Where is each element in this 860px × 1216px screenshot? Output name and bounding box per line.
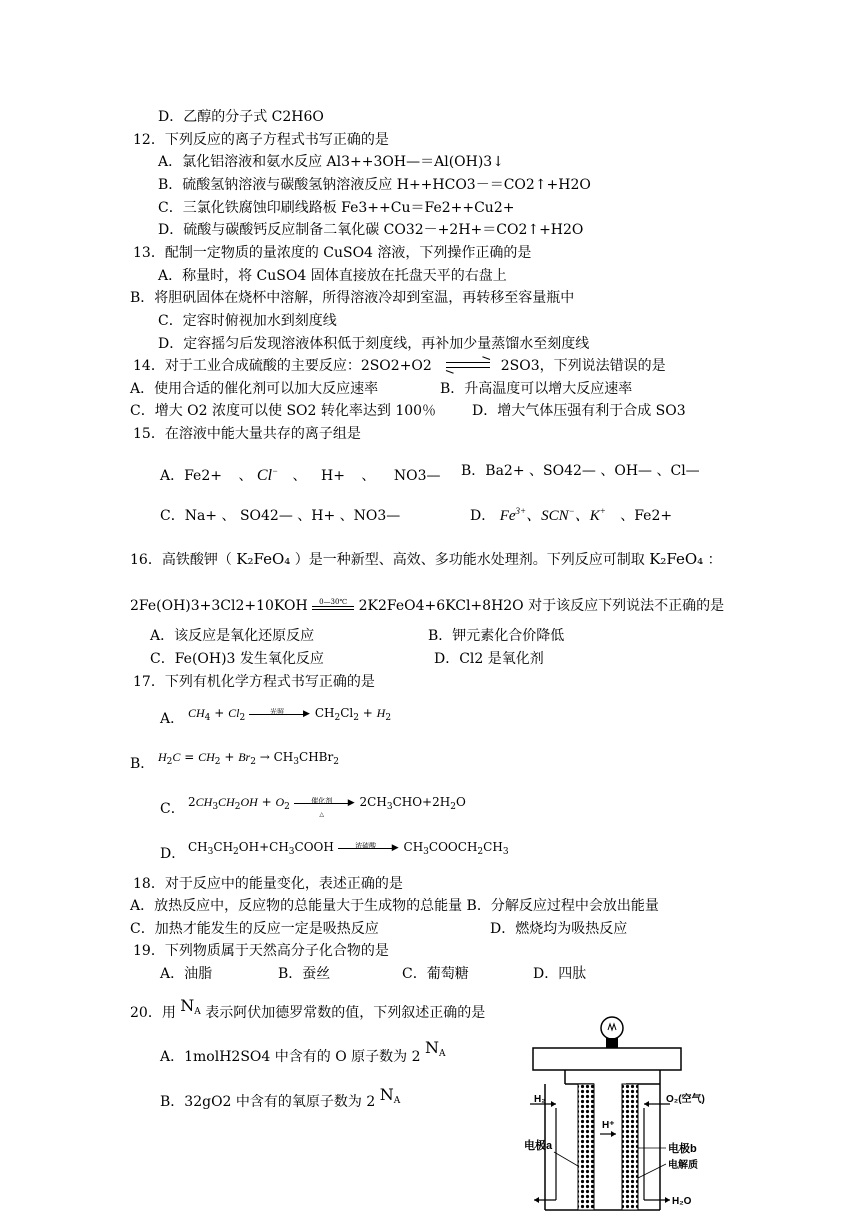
q15-option-b: B．Ba2+ 、SO42— 、OH— 、Cl—: [461, 463, 700, 479]
q13-option-b: B．将胆矾固体在烧杯中溶解，所得溶液冷却到室温，再转移至容量瓶中: [130, 290, 575, 306]
q15a-cl: Cl−: [256, 466, 279, 484]
q20-option-b: B．32gO2 中含有的氧原子数为 2 $N_A$: [160, 1085, 401, 1110]
q13-option-a: A．称量时，将 CuSO4 固体直接放在托盘天平的右盘上: [158, 268, 507, 284]
q18-option-d: D．燃烧均为吸热反应: [490, 921, 628, 937]
q13-option-c: C．定容时俯视加水到刻度线: [158, 313, 337, 329]
q15-option-d: D． $Fe^{3+}$、SCN−、K+ 、Fe2+: [470, 506, 673, 524]
q13-stem: 13．配制一定物质的量浓度的 CuSO4 溶液，下列操作正确的是: [133, 245, 532, 261]
q20-stem: 20．用 $N_A$ 表示阿伏加德罗常数的值，下列叙述正确的是: [130, 996, 486, 1021]
q15-stem: 15．在溶液中能大量共存的离子组是: [133, 426, 361, 442]
q15a-ion3: H+: [321, 468, 345, 484]
q17-option-d-label: D．: [160, 846, 186, 862]
electrode-a: [578, 1084, 594, 1210]
q15a-ion4: NO3—: [393, 468, 441, 484]
reaction-condition-equals: 0—30℃: [312, 599, 354, 613]
reaction-arrow-icon: 光照 ▶: [249, 707, 311, 721]
q19-option-a: A．油脂: [160, 966, 213, 982]
q16-stem: 16．高铁酸钾（ K₂FeO₄ ）是一种新型、高效、多功能水处理剂。下列反应可制取 K₂FeO₄ ：: [130, 550, 722, 568]
q15-option-a: A．Fe2+ 、 Cl− 、 H+ 、 NO3—: [160, 466, 441, 484]
q17-option-a-equation: $CH_4 + Cl_2$ 光照 ▶ $CH_2Cl_2 + H_2$: [188, 706, 392, 723]
q16-option-c: C．Fe(OH)3 发生氧化反应: [150, 651, 324, 667]
q14-stem: [133, 357, 666, 375]
wire-frame: [533, 1048, 681, 1070]
q15a-ion1: A．Fe2+: [160, 468, 222, 484]
q19-stem: 19．下列物质属于天然高分子化合物的是: [133, 943, 389, 959]
h2o-label: H₂O: [672, 1196, 692, 1207]
electrode-a-label: 电极a: [524, 1140, 553, 1152]
equilibrium-arrow-icon: [446, 359, 490, 373]
o2-label: O₂(空气): [666, 1094, 705, 1105]
fuel-cell-diagram: [520, 1014, 720, 1214]
electrolyte-label: 电解质: [668, 1160, 698, 1171]
q16-option-a: A．该反应是氧化还原反应: [150, 628, 315, 644]
h-plus-label: H⁺: [602, 1120, 615, 1131]
q14-stem-pre: 14．对于工业合成硫酸的主要反应：2SO2+O2: [133, 358, 432, 374]
q14-option-a: A．使用合适的催化剂可以加大反应速率: [130, 381, 379, 397]
q17-option-d-equation: $CH_3CH_2OH+CH_3COOH$ 浓硫酸 ▶ $CH_3COOCH_2CH_3$: [188, 840, 509, 857]
k2feo4-formula: K₂FeO₄: [236, 550, 291, 568]
electrode-b-label: 电极b: [668, 1143, 697, 1155]
q18-stem: 18．对于反应中的能量变化，表述正确的是: [133, 876, 403, 892]
q14-option-c: C．增大 O2 浓度可以使 SO2 转化率达到 100％: [130, 403, 437, 419]
k2feo4-formula-2: K₂FeO₄: [649, 550, 704, 568]
q16-option-d: D．Cl2 是氧化剂: [434, 651, 544, 667]
reaction-arrow-icon: 催化剂 ▶ △: [294, 796, 356, 810]
q19-option-d: D．四肽: [533, 966, 587, 982]
q13-option-d: D．定容摇匀后发现溶液体积低于刻度线，再补加少量蒸馏水至刻度线: [158, 336, 590, 352]
q16-equation: 2Fe(OH)3+3Cl2+10KOH 0—30℃ 2K2FeO4+6KCl+8H2O 对于该反应下列说法不正确的是: [130, 598, 725, 614]
q14-option-d: D．增大气体压强有利于合成 SO3: [472, 403, 686, 419]
q17-stem: 17．下列有机化学方程式书写正确的是: [133, 674, 375, 690]
reaction-arrow-icon: 浓硫酸 ▶: [338, 841, 400, 855]
q20-option-a: A．1molH2SO4 中含有的 O 原子数为 2 $N_A$: [160, 1038, 446, 1065]
q16-option-b: B．钾元素化合价降低: [428, 628, 565, 644]
q19-option-b: B．蚕丝: [278, 966, 331, 982]
q11-option-d: D．乙醇的分子式 C2H6O: [158, 109, 324, 125]
q17-option-b-equation: $H_2C = CH_2 + Br_2$ → $CH_3CHBr_2$: [158, 750, 339, 767]
na-symbol: $N_A$: [379, 1085, 401, 1106]
q19-option-c: C．葡萄糖: [402, 966, 469, 982]
q17-option-c-label: C．: [160, 801, 185, 817]
q12-option-c: C．三氯化铁腐蚀印刷线路板 Fe3++Cu＝Fe2++Cu2+: [158, 200, 515, 216]
q17-option-c-equation: $2CH_3CH_2OH + O_2$ 催化剂 ▶ △ $2CH_3CHO+2H_2O$: [188, 795, 466, 818]
q14-stem-post: 2SO3，下列说法错误的是: [500, 358, 666, 374]
q12-option-b: B．硫酸氢钠溶液与碳酸氢钠溶液反应 H++HCO3－＝CO2↑+H2O: [158, 177, 591, 193]
q18-option-c: C．加热才能发生的反应一定是吸热反应: [130, 921, 379, 937]
na-symbol: $N_A$: [180, 996, 201, 1017]
q17-option-a-label: A．: [160, 711, 185, 727]
q17-option-b-label: B．: [130, 756, 155, 772]
q12-stem: 12．下列反应的离子方程式书写正确的是: [133, 132, 389, 148]
h2-label: H₂: [534, 1094, 546, 1105]
electrode-b: [622, 1084, 638, 1210]
q18-options-ab: A．放热反应中，反应物的总能量大于生成物的总能量 B．分解反应过程中会放出能量: [130, 898, 659, 914]
light-bulb-icon: [601, 1017, 623, 1048]
q14-option-b: B．升高温度可以增大反应速率: [440, 381, 633, 397]
q15-option-c: C．Na+ 、 SO42— 、H+ 、NO3—: [160, 508, 401, 524]
na-symbol: $N_A$: [424, 1038, 446, 1059]
q12-option-a: A．氯化铝溶液和氨水反应 Al3++3OH—＝Al(OH)3↓: [158, 154, 504, 170]
q12-option-d: D．硫酸与碳酸钙反应制备二氧化碳 CO32－+2H+＝CO2↑+H2O: [158, 222, 584, 238]
